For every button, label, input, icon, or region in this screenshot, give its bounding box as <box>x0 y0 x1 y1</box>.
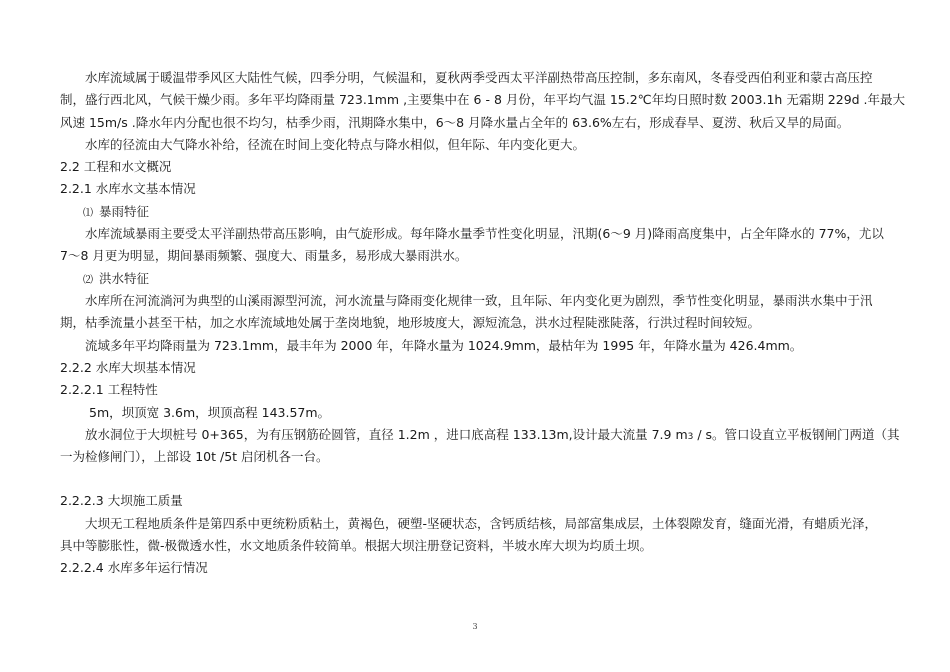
paragraph-outlet-line-2: 一为检修闸门），上部设 10t /5t 启闭机各一台。 <box>60 449 329 464</box>
outlet-text-b: / s。管口设直立平板钢闸门两道（其 <box>693 427 900 442</box>
paragraph-quality-line-1: 大坝无工程地质条件是第四系中更统粉质粘土，黄褐色，硬塑-坚硬状态，含钙质结核，局部富集成层，土体裂隙发育，缝面光滑，有蜡质光泽， <box>85 516 878 531</box>
section-heading-2-2-2: 2.2.2 水库大坝基本情况 <box>60 360 196 375</box>
paragraph-storm-line-1: 水库流域暴雨主要受太平洋副热带高压影响，由气旋形成。每年降水量季节性变化明显，汛期(6～9 月)降雨高度集中，占全年降水的 77%，尤以 <box>85 226 884 241</box>
subheading-text: 暴雨特征 <box>99 204 150 219</box>
section-heading-2-2-2-4: 2.2.2.4 水库多年运行情况 <box>60 560 208 575</box>
page-number: 3 <box>472 622 478 631</box>
outlet-text-a: 放水洞位于大坝桩号 0+365，为有压钢筋砼圆管，直径 1.2m ，进口底高程 133.13m,设计最大流量 7.9 m <box>85 427 688 442</box>
subheading-number: ⑵ <box>83 275 93 286</box>
paragraph-climate-line-1: 水库流域属于暖温带季风区大陆性气候，四季分明，气候温和，夏秋两季受西太平洋副热带高压控制，多东南风，冬春受西伯利亚和蒙古高压控 <box>85 70 873 85</box>
paragraph-outlet-line-1 <box>0 424 950 448</box>
paragraph-climate-line-3: 风速 15m/s .降水年内分配也很不均匀，枯季少雨，汛期降水集中，6～8 月降水量占全年的 63.6%左右，形成春旱、夏涝、秋后又旱的局面。 <box>60 115 850 130</box>
subheading-flood <box>0 268 950 292</box>
subheading-text: 洪水特征 <box>99 271 150 286</box>
paragraph-quality-line-2: 具中等膨胀性，微-极微透水性，水文地质条件较简单。根据大坝注册登记资料，半坡水库大坝为均质土坝。 <box>60 538 653 553</box>
subheading-storm <box>0 201 950 225</box>
section-heading-2-2-2-1: 2.2.2.1 工程特性 <box>60 382 158 397</box>
paragraph-dam-crest: 5m，坝顶宽 3.6m，坝顶高程 143.57m。 <box>89 405 331 420</box>
section-heading-2-2-2-3: 2.2.2.3 大坝施工质量 <box>60 493 183 508</box>
paragraph-runoff: 水库的径流由大气降水补给，径流在时间上变化特点与降水相似，但年际、年内变化更大。 <box>85 137 586 152</box>
paragraph-flood-line-2: 期，枯季流量小甚至干枯，加之水库流域地处属于垄岗地貌，地形坡度大，源短流急，洪水过程陡涨陡落，行洪过程时间较短。 <box>60 315 761 330</box>
paragraph-storm-line-2: 7～8 月更为明显，期间暴雨频繁、强度大、雨量多，易形成大暴雨洪水。 <box>60 248 468 263</box>
section-heading-2-2-1: 2.2.1 水库水文基本情况 <box>60 181 196 196</box>
paragraph-flood-line-1: 水库所在河流淌河为典型的山溪雨源型河流，河水流量与降雨变化规律一致，且年际、年内变化更为剧烈，季节性变化明显，暴雨洪水集中于汛 <box>85 293 873 308</box>
paragraph-climate-line-2: 制，盛行西北风，气候干燥少雨。多年平均降雨量 723.1mm ,主要集中在 6 - 8 月份，年平均气温 15.2℃年均日照时数 2003.1h 无霜期 229d .年最大 <box>60 92 906 107</box>
subheading-number: ⑴ <box>83 208 93 219</box>
paragraph-rainfall: 流域多年平均降雨量为 723.1mm，最丰年为 2000 年，年降水量为 1024.9mm，最枯年为 1995 年，年降水量为 426.4mm。 <box>85 338 803 353</box>
outlet-unit-subscript: 3 <box>687 432 694 442</box>
section-heading-2-2: 2.2 工程和水文概况 <box>60 159 172 174</box>
